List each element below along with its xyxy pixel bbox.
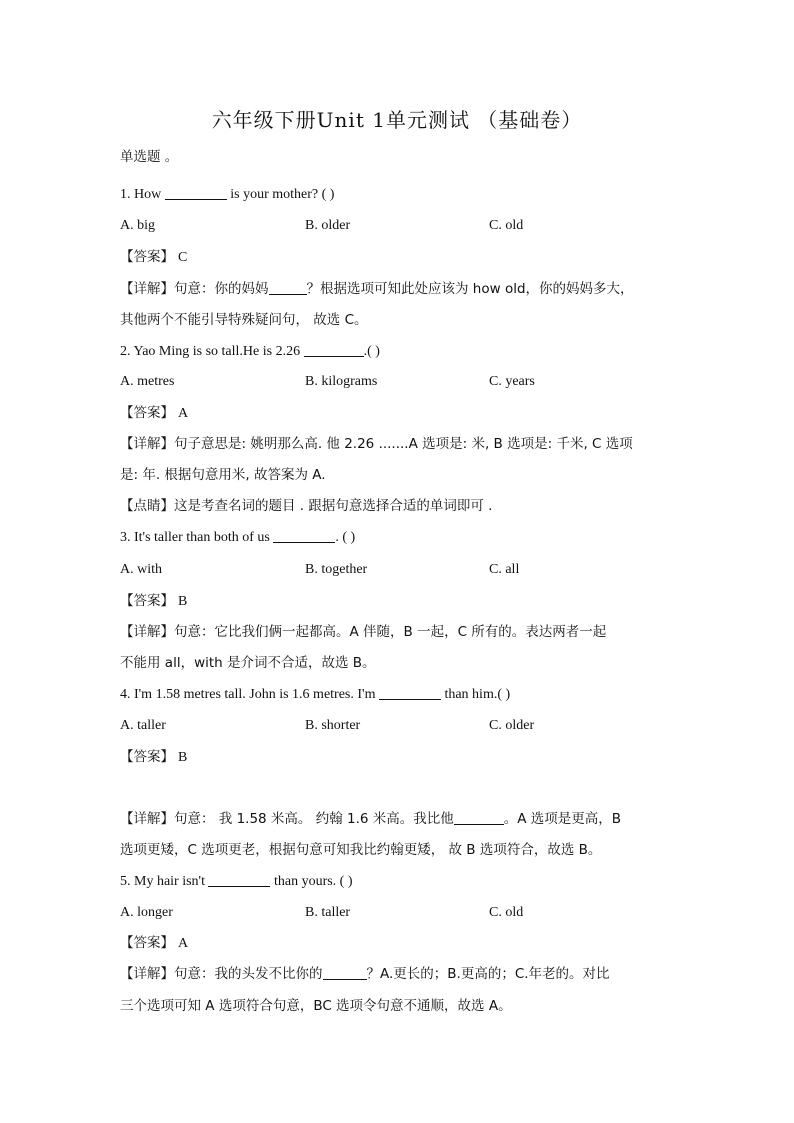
option-b: B. together (305, 562, 368, 577)
answer-label: 【答案】 (120, 749, 174, 765)
answer-value: B (178, 594, 188, 609)
question-3: 3. It's taller than both of us . ( ) (120, 530, 356, 545)
option-c: C. all (489, 562, 520, 577)
answer-row (120, 247, 187, 268)
detail-line-2: 选项更矮，C 选项更老，根据句意可知我比约翰更矮， 故 B 选项符合，故选 B。 (120, 842, 602, 858)
answer-label: 【答案】 (120, 249, 174, 265)
option-b: B. kilograms (305, 374, 378, 389)
answer-blank (454, 810, 504, 825)
answer-value: C (178, 250, 188, 265)
point-line: 【点睛】这是考查名词的题目 . 跟据句意选择合适的单词即可 . (120, 498, 493, 514)
question-1: 1. How is your mother? ( ) (120, 187, 335, 202)
answer-blank (208, 872, 270, 887)
answer-value: B (178, 750, 188, 765)
answer-row (120, 747, 187, 768)
detail-line-2: 不能用 all，with 是介词不合适，故选 B。 (120, 655, 376, 671)
option-b: B. shorter (305, 718, 361, 733)
detail-line-2: 三个选项可知 A 选项符合句意，BC 选项令句意不通顺，故选 A。 (120, 998, 512, 1014)
answer-blank (273, 528, 335, 543)
page-title: 六年级下册Unit 1单元测试 （基础卷） (211, 108, 583, 132)
point-label: 【点睛】 (120, 498, 174, 514)
detail-line-1: 【详解】句意：它比我们俩一起都高。A 伴随，B 一起，C 所有的。表达两者一起 (120, 624, 607, 640)
detail-line-2: 其他两个不能引导特殊疑问句， 故选 C。 (120, 312, 368, 328)
detail-line-1: 【详解】句意：你的妈妈 ？根据选项可知此处应该为 how old，你的妈妈多大， (120, 281, 634, 297)
detail-label: 【详解】 (120, 624, 174, 640)
option-c: C. years (489, 374, 535, 389)
answer-value: A (178, 936, 189, 951)
option-c: C. old (489, 218, 524, 233)
detail-label: 【详解】 (120, 966, 174, 982)
question-5: 5. My hair isn't than yours. ( ) (120, 874, 353, 889)
option-c: C. older (489, 718, 535, 733)
answer-blank (379, 685, 441, 700)
answer-label: 【答案】 (120, 405, 174, 421)
question-2: 2. Yao Ming is so tall.He is 2.26 .( ) (120, 344, 380, 359)
option-a: A. big (120, 218, 155, 233)
answer-row (120, 403, 188, 424)
detail-line-1: 【详解】句意： 我 1.58 米高。 约翰 1.6 米高。我比他 。A 选项是更高，B (120, 811, 622, 827)
answer-row (120, 591, 187, 612)
detail-line-1: 【详解】句子意思是: 姚明那么高. 他 2.26 .......A 选项是: 米, B 选项是: 千米, C 选项 (120, 436, 633, 452)
answer-label: 【答案】 (120, 935, 174, 951)
answer-blank (323, 965, 367, 980)
detail-label: 【详解】 (120, 281, 174, 297)
question-4: 4. I'm 1.58 metres tall. John is 1.6 metres. I'm than him.( ) (120, 687, 511, 702)
section-heading: 单选题 。 (120, 149, 179, 165)
answer-blank (165, 185, 227, 200)
option-a: A. with (120, 562, 162, 577)
answer-value: A (178, 406, 189, 421)
option-a: A. metres (120, 374, 175, 389)
option-b: B. older (305, 218, 351, 233)
answer-blank (269, 280, 307, 295)
answer-blank (304, 342, 364, 357)
answer-label: 【答案】 (120, 593, 174, 609)
option-a: A. taller (120, 718, 166, 733)
option-a: A. longer (120, 905, 173, 920)
option-c: C. old (489, 905, 524, 920)
detail-label: 【详解】 (120, 436, 174, 452)
option-b: B. taller (305, 905, 351, 920)
detail-label: 【详解】 (120, 811, 174, 827)
detail-line-2: 是: 年. 根据句意用米, 故答案为 A. (120, 467, 326, 483)
detail-line-1: 【详解】句意：我的头发不比你的 ？A.更长的；B.更高的；C.年老的。对比 (120, 966, 610, 982)
answer-row (120, 933, 188, 954)
